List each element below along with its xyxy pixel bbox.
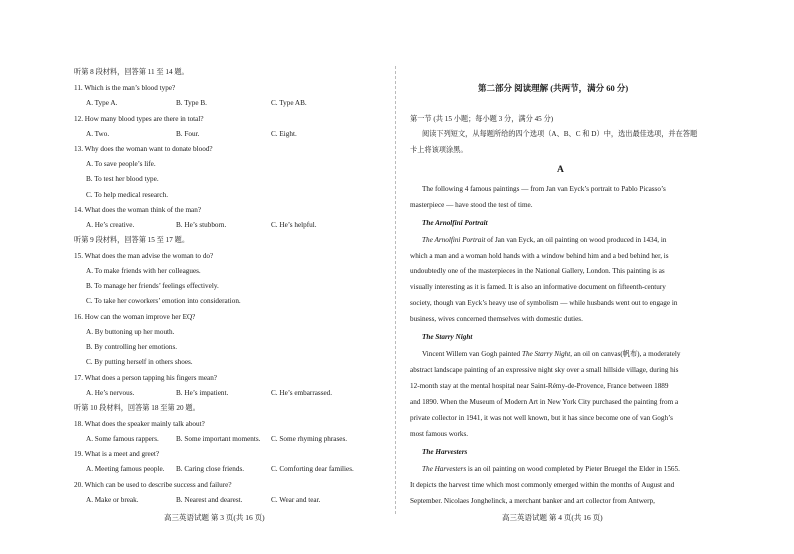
- question-12: 12. How many blood types are there in total?: [74, 115, 204, 123]
- q12-option-b: B. Four.: [176, 130, 200, 138]
- q13-option-c: C. To help medical research.: [86, 191, 168, 199]
- q14-option-c: C. He’s helpful.: [271, 221, 317, 229]
- para2-line-1-text: of Jan van Eyck, an oil painting on wood produced in 1434, in: [487, 236, 667, 244]
- para1-line-2: masterpiece — have stood the test of time.: [410, 201, 533, 209]
- instructions-line-2: 卡上将该项涂黑。: [410, 146, 468, 154]
- question-15: 15. What does the man advise the woman to do?: [74, 252, 214, 260]
- painting-title-harvesters: The Harvesters: [422, 465, 467, 473]
- heading-starry-night: The Starry Night: [422, 333, 473, 341]
- heading-arnolfini: The Arnolfini Portrait: [422, 219, 488, 227]
- q20-option-c: C. Wear and tear.: [271, 496, 321, 504]
- para3-line-6: most famous works.: [410, 430, 469, 438]
- passage-label: A: [557, 165, 564, 175]
- section-intro-9: 听第 9 段材料，回答第 15 至 17 题。: [74, 236, 190, 244]
- q18-option-c: C. Some rhyming phrases.: [271, 435, 348, 443]
- para3-line-1-post: , an oil on canvas(帆布), a moderately: [570, 350, 681, 358]
- painting-title-arnolfini: The Arnolfini Portrait: [422, 236, 486, 244]
- question-18: 18. What does the speaker mainly talk about?: [74, 420, 205, 428]
- q20-option-a: A. Make or break.: [86, 496, 139, 504]
- para4-line-2: It depicts the harvest time which most commonly emerged within the months of August and: [410, 481, 675, 489]
- page-footer-left: 高三英语试题 第 3 页(共 16 页): [164, 513, 265, 522]
- para1-line-1: [422, 185, 710, 194]
- q14-option-a: A. He’s creative.: [86, 221, 135, 229]
- part-title: 第二部分 阅读理解 (共两节，满分 60 分): [478, 83, 629, 93]
- para3-line-1-pre: Vincent Willem van Gogh painted: [422, 350, 521, 358]
- q16-option-b: B. By controlling her emotions.: [86, 343, 178, 351]
- question-14: 14. What does the woman think of the man?: [74, 206, 202, 214]
- q11-option-b: B. Type B.: [176, 99, 207, 107]
- q14-option-b: B. He’s stubborn.: [176, 221, 227, 229]
- q18-option-b: B. Some important moments.: [176, 435, 261, 443]
- para1-text: The following 4 famous paintings — from Jan van Eyck’s portrait to Pablo Picasso’s: [422, 185, 666, 193]
- question-13: 13. Why does the woman want to donate blood?: [74, 145, 213, 153]
- question-20: 20. Which can be used to describe success and failure?: [74, 481, 232, 489]
- q15-option-a: A. To make friends with her colleagues.: [86, 267, 201, 275]
- q19-option-b: B. Caring close friends.: [176, 465, 245, 473]
- para3-line-3: 12-month stay at the mental hospital near Saint-Rémy-de-Provence, France between 1889: [410, 382, 669, 390]
- para2-line-4: visually interesting as it is famed. It is also an informative document on fifteenth-century: [410, 283, 666, 291]
- para4-line-1-text: is an oil painting on wood completed by Pieter Bruegel the Elder in 1565.: [467, 465, 680, 473]
- heading-harvesters: The Harvesters: [422, 448, 468, 456]
- para3-line-1: [422, 350, 680, 359]
- section-intro-8: 听第 8 段材料，回答第 11 至 14 题。: [74, 68, 189, 76]
- instructions-line-1: 阅读下列短文，从每题所给的四个选项（A、B、C 和 D）中，选出最佳选项，并在答题: [422, 130, 698, 138]
- question-19: 19. What is a meet and greet?: [74, 450, 160, 458]
- para2-line-5: society, though van Eyck’s heavy use of symbolism — while husbands went out to engage in: [410, 299, 678, 307]
- q16-option-c: C. By putting herself in others shoes.: [86, 358, 193, 366]
- q13-option-a: A. To save people’s life.: [86, 160, 156, 168]
- q17-option-c: C. He’s embarrassed.: [271, 389, 333, 397]
- para2-line-1: [422, 236, 666, 245]
- question-17: 17. What does a person tapping his fingers mean?: [74, 374, 217, 382]
- q15-option-c: C. To take her coworkers’ emotion into consideration.: [86, 297, 241, 305]
- q20-option-b: B. Nearest and dearest.: [176, 496, 243, 504]
- para2-line-6: business, wives concerned themselves with domestic duties.: [410, 315, 583, 323]
- q17-option-b: B. He’s impatient.: [176, 389, 229, 397]
- q15-option-b: B. To manage her friends’ feelings effectively.: [86, 282, 219, 290]
- q11-option-a: A. Type A.: [86, 99, 118, 107]
- q13-option-b: B. To test her blood type.: [86, 175, 159, 183]
- para3-line-5: private collector in 1941, it was not well known, but it has since become one of van Gogh’s: [410, 414, 673, 422]
- q17-option-a: A. He’s nervous.: [86, 389, 135, 397]
- q19-option-c: C. Comforting dear families.: [271, 465, 354, 473]
- para3-line-2: abstract landscape painting of an expressive night sky over a small hillside village, during his: [410, 366, 679, 374]
- section-heading: 第一节 (共 15 小题；每小题 3 分，满分 45 分): [410, 115, 554, 123]
- section-intro-10: 听第 10 段材料，回答第 18 至第 20 题。: [74, 404, 200, 412]
- q12-option-a: A. Two.: [86, 130, 110, 138]
- page-footer-right: 高三英语试题 第 4 页(共 16 页): [502, 513, 603, 522]
- q18-option-a: A. Some famous rappers.: [86, 435, 159, 443]
- para2-line-2: which a man and a woman hold hands with a window behind him and a bed behind her, is: [410, 252, 669, 260]
- para3-line-4: and 1890. When the Museum of Modern Art in New York City purchased the painting from a: [410, 398, 679, 406]
- q12-option-c: C. Eight.: [271, 130, 297, 138]
- question-16: 16. How can the woman improve her EQ?: [74, 313, 196, 321]
- question-11: 11. Which is the man’s blood type?: [74, 84, 176, 92]
- q16-option-a: A. By buttoning up her mouth.: [86, 328, 175, 336]
- page-divider: [395, 66, 396, 514]
- q19-option-a: A. Meeting famous people.: [86, 465, 165, 473]
- q11-option-c: C. Type AB.: [271, 99, 307, 107]
- painting-title-starry-night: The Starry Night: [521, 350, 571, 358]
- para4-line-3: September. Nicolaes Jonghelinck, a merchant banker and art collector from Antwerp,: [410, 497, 655, 505]
- para4-line-1: [422, 465, 680, 474]
- para2-line-3: undoubtedly one of the masterpieces in the National Gallery, London. This painting is as: [410, 267, 665, 275]
